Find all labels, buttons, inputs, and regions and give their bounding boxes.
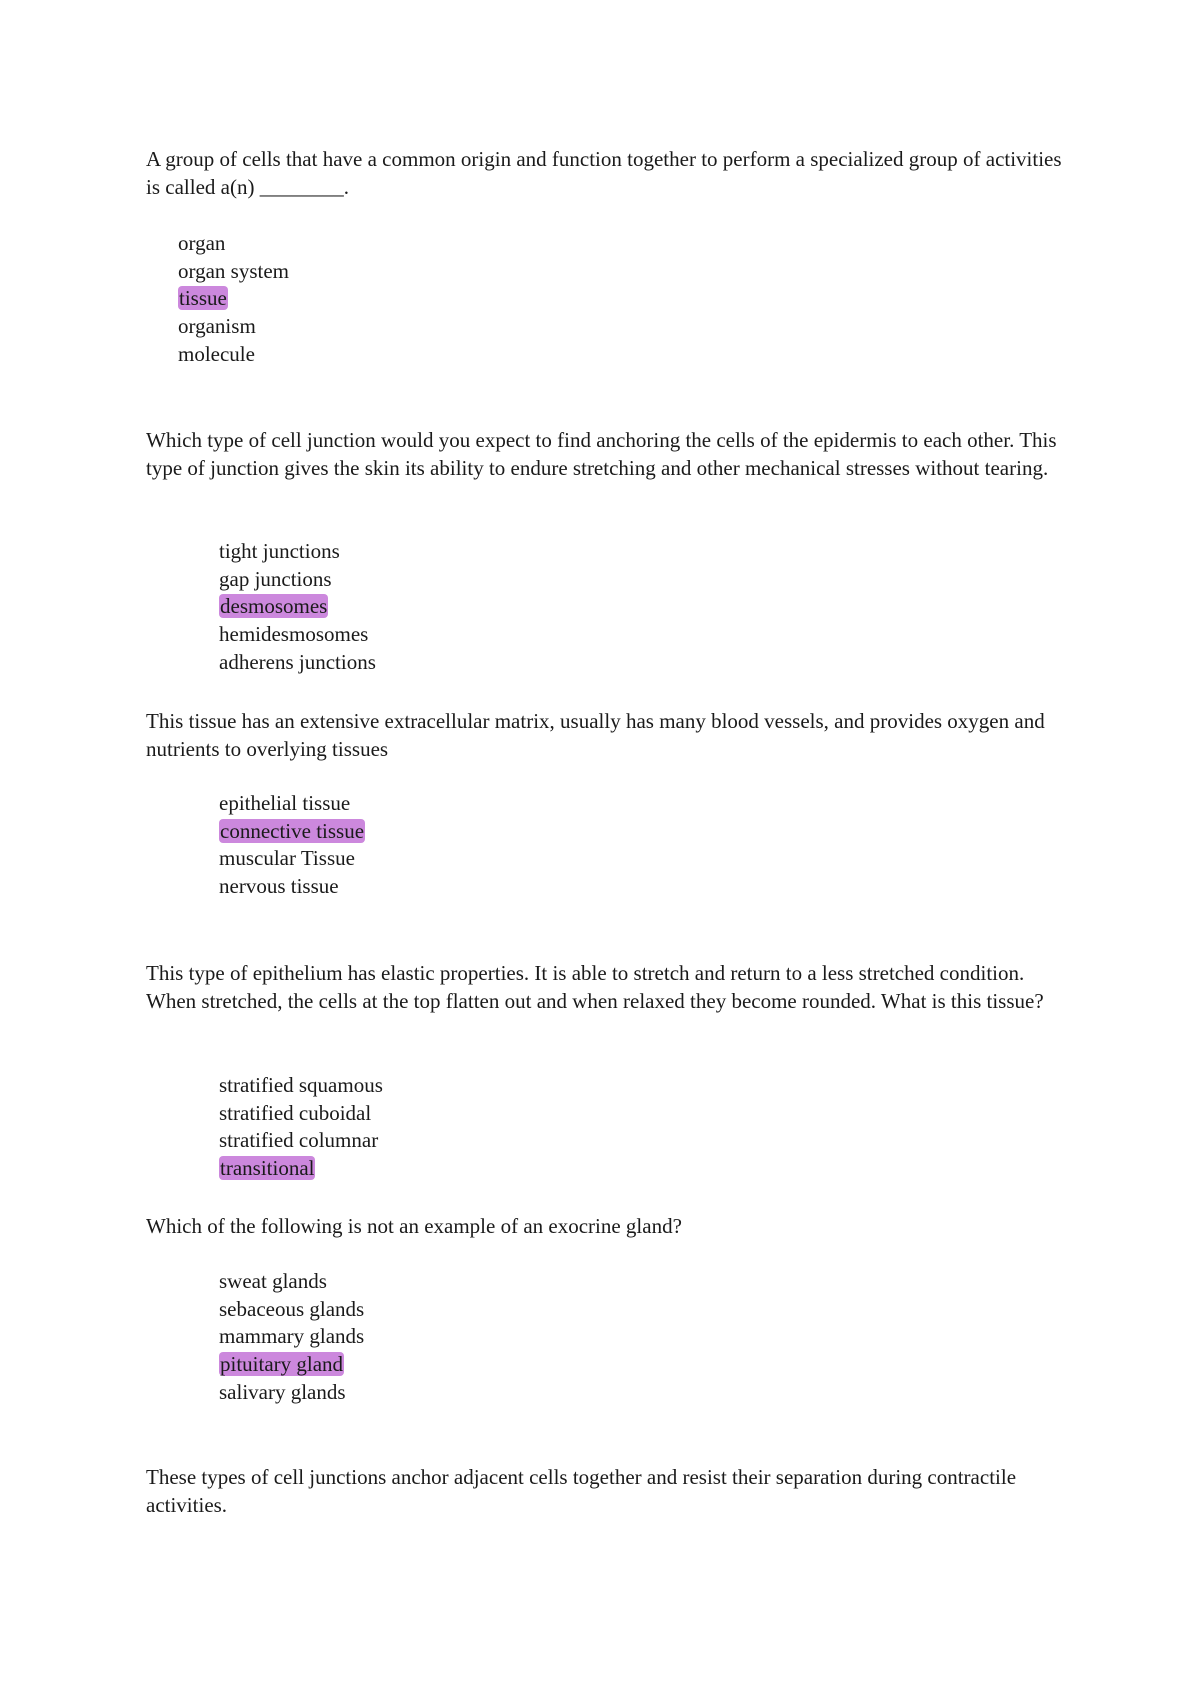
answer-highlight: desmosomes [220,594,328,619]
option: stratified squamous [219,1073,383,1097]
option: mammary glands [219,1324,365,1349]
option: adherens junctions [219,649,376,674]
option-correct [219,818,365,846]
option: organ [178,231,226,255]
answer-highlight: connective tissue [220,818,365,843]
question-1-text: A group of cells that have a common origin and function together to perform a specialized group of activities is called a(n) ________. [146,147,1062,199]
question-6-text: These types of cell junctions anchor adjacent cells together and resist their separation during contractile activities. [146,1465,1017,1517]
question-2-options [219,538,376,677]
option: salivary glands [219,1379,346,1404]
option: organ system [178,258,290,283]
question-1-options [178,230,289,369]
option: stratified columnar [219,1128,379,1153]
question-2-text: Which type of cell junction would you expect to find anchoring the cells of the epidermis to each other. This type of junction gives the skin its ability to endure stretching and other mechanical stresses without tearing. [146,428,1057,480]
answer-highlight: tissue [179,286,227,311]
option-correct [219,1351,364,1379]
answer-highlight: pituitary gland [220,1352,344,1377]
option: gap junctions [219,566,332,591]
question-5-options [219,1268,364,1407]
option: stratified cuboidal [219,1100,372,1125]
option-correct [219,593,376,621]
answer-highlight: transitional [220,1156,315,1181]
question-5-text: Which of the following is not an example of an exocrine gland? [146,1214,682,1238]
option: sebaceous glands [219,1296,365,1321]
option-correct [178,285,289,313]
option: organism [178,314,256,339]
question-3-text: This tissue has an extensive extracellular matrix, usually has many blood vessels, and provides oxygen and nutrients to overlying tissues [146,709,1045,761]
option: epithelial tissue [219,791,351,815]
question-3-options [219,790,365,901]
option: tight junctions [219,539,340,563]
option: hemidesmosomes [219,622,369,647]
option: nervous tissue [219,874,339,899]
option: muscular Tissue [219,846,355,871]
question-4-text: This type of epithelium has elastic properties. It is able to stretch and return to a less stretched condition. When stretched, the cells at the top flatten out and when relaxed they become rounded. What is this tissue? [146,961,1044,1013]
option: sweat glands [219,1269,327,1293]
question-4-options [219,1072,383,1183]
option-correct [219,1155,383,1183]
option: molecule [178,341,255,366]
